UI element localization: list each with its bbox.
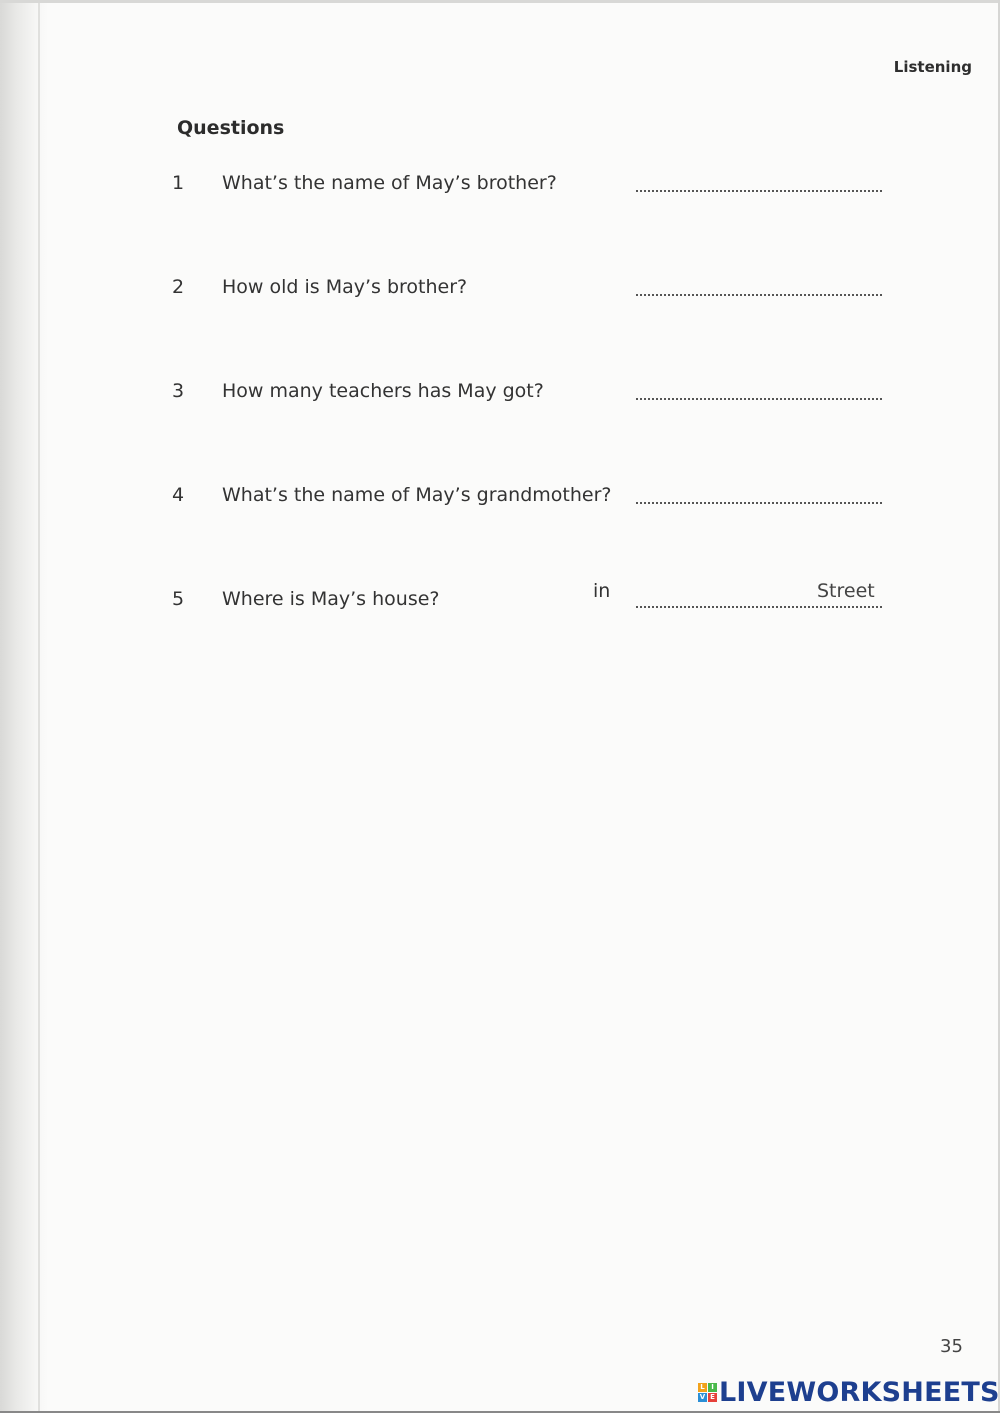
logo-mark-cell: V bbox=[699, 1392, 706, 1401]
scan-top-edge bbox=[0, 0, 1000, 3]
liveworksheets-logo-text: LIVEWORKSHEETS bbox=[719, 1376, 1000, 1408]
question-row-2 bbox=[172, 276, 892, 310]
question-text: How old is May’s brother? bbox=[222, 276, 468, 298]
book-spine-shadow bbox=[0, 0, 48, 1413]
answer-input-3[interactable] bbox=[636, 376, 886, 400]
question-text: Where is May’s house? bbox=[222, 588, 440, 610]
question-number: 1 bbox=[172, 172, 185, 194]
answer-input-4[interactable] bbox=[636, 480, 886, 504]
answer-prefix: in bbox=[593, 580, 611, 602]
question-number: 2 bbox=[172, 276, 185, 298]
answer-input-1[interactable] bbox=[636, 168, 886, 192]
logo-mark-cell: L bbox=[698, 1383, 707, 1392]
questions-title: Questions bbox=[177, 117, 285, 139]
question-row-1 bbox=[172, 172, 892, 206]
logo-mark-cell: I bbox=[708, 1383, 717, 1392]
question-text: How many teachers has May got? bbox=[222, 380, 544, 402]
liveworksheets-logo bbox=[698, 1377, 1000, 1407]
liveworksheets-logo-mark bbox=[698, 1383, 717, 1402]
answer-input-2[interactable] bbox=[636, 272, 886, 296]
question-text: What’s the name of May’s grandmother? bbox=[222, 484, 612, 506]
logo-mark-cell: E bbox=[708, 1393, 717, 1402]
question-number: 4 bbox=[172, 484, 185, 506]
question-number: 3 bbox=[172, 380, 185, 402]
section-header: Listening bbox=[893, 58, 972, 76]
question-row-5 bbox=[172, 580, 892, 622]
answer-suffix: Street bbox=[817, 580, 875, 602]
page-number: 35 bbox=[940, 1336, 963, 1357]
book-spine-line bbox=[38, 0, 40, 1413]
question-row-3 bbox=[172, 380, 892, 414]
question-number: 5 bbox=[172, 588, 185, 610]
question-text: What’s the name of May’s brother? bbox=[222, 172, 557, 194]
answer-input-5[interactable] bbox=[636, 584, 815, 608]
question-row-4 bbox=[172, 484, 892, 518]
